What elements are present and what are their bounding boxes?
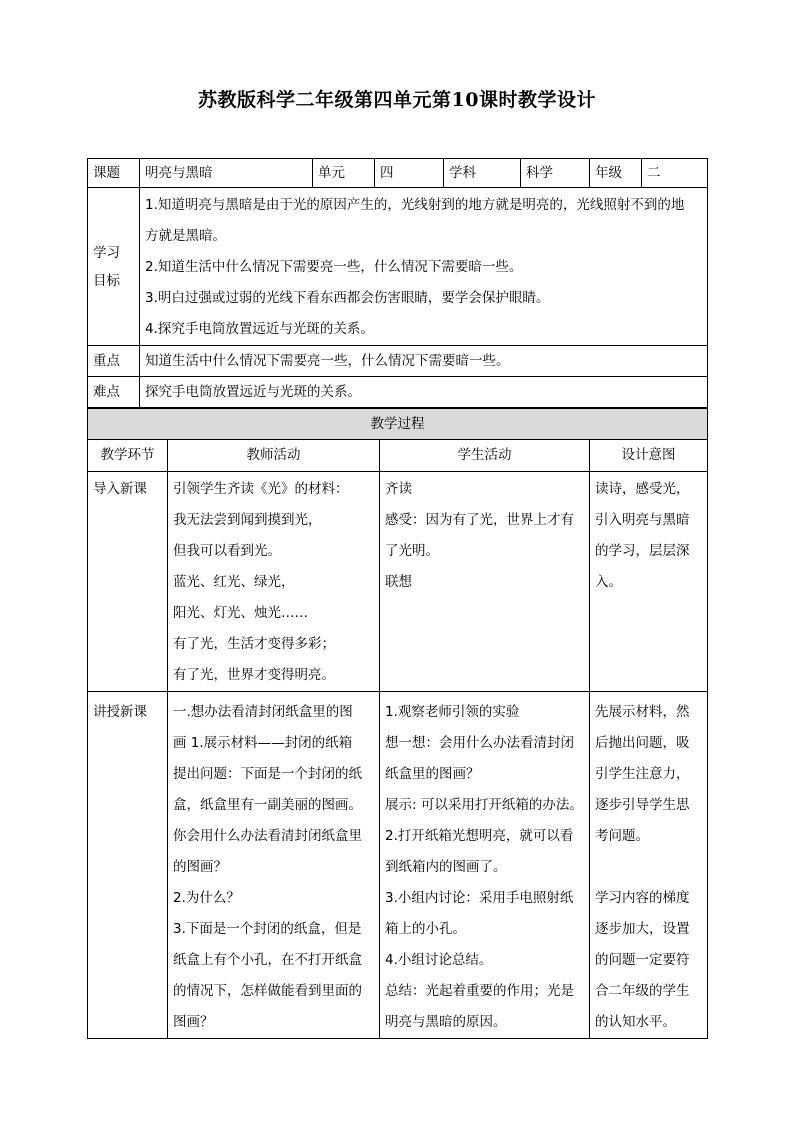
text-line: 明亮与黑暗的原因。 bbox=[385, 1014, 507, 1030]
subject-value: 科学 bbox=[521, 159, 590, 188]
text-line: 想一想：会用什么办法看清封闭 bbox=[385, 735, 574, 751]
difficulty-label: 难点 bbox=[88, 377, 140, 408]
goal-line: 3.明白过强或过弱的光线下看东西都会伤害眼睛，要学会保护眼睛。 bbox=[145, 290, 550, 306]
text-line: 2.打开纸箱光想明亮，就可以看 bbox=[385, 828, 574, 844]
text-line: 逐步加大，设置 bbox=[595, 921, 690, 937]
process-columns-row bbox=[88, 440, 708, 472]
goal-line: 2.知道生活中什么情况下需要亮一些，什么情况下需要暗一些。 bbox=[145, 259, 523, 275]
key-label: 重点 bbox=[88, 346, 140, 377]
column-header-stage: 教学环节 bbox=[88, 440, 168, 472]
text-line: 1.观察老师引领的实验 bbox=[385, 704, 520, 720]
teacher-activity-cell bbox=[168, 472, 380, 692]
process-header: 教学过程 bbox=[88, 409, 708, 440]
text-line: 先展示材料，然 bbox=[595, 704, 690, 720]
text-line: 引入明亮与黑暗 bbox=[595, 512, 690, 528]
teaching-process-table bbox=[87, 408, 708, 1039]
text-line: 合二年级的学生 bbox=[595, 983, 690, 999]
info-row-key bbox=[88, 346, 708, 377]
design-intent-cell bbox=[590, 472, 708, 692]
goals-content bbox=[140, 188, 708, 346]
text-line: 感受：因为有了光，世界上才有 bbox=[385, 512, 574, 528]
text-line: 总结：光起着重要的作用；光是 bbox=[385, 983, 574, 999]
process-row-new-lesson bbox=[88, 692, 708, 1039]
teacher-activity-cell bbox=[168, 692, 380, 1039]
text-line: 的学习，层层深 bbox=[595, 543, 690, 559]
student-activity-cell bbox=[380, 692, 590, 1039]
topic-label: 课题 bbox=[88, 159, 140, 188]
lesson-info-table bbox=[87, 158, 708, 408]
text-line: 后抛出问题，吸 bbox=[595, 735, 690, 751]
stage-cell: 导入新课 bbox=[88, 472, 168, 692]
text-line: 你会用什么办法看清封闭纸盒里 bbox=[173, 828, 362, 844]
text-line: 考问题。 bbox=[595, 828, 649, 844]
text-line: 但我可以看到光。 bbox=[173, 543, 281, 559]
goal-line: 方就是黑暗。 bbox=[145, 228, 226, 244]
text-line: 的认知水平。 bbox=[595, 1014, 676, 1030]
grade-label: 年级 bbox=[590, 159, 642, 188]
text-line: 展示: 可以采用打开纸箱的办法。 bbox=[385, 797, 583, 813]
process-header-row bbox=[88, 409, 708, 440]
design-intent-cell bbox=[590, 692, 708, 1039]
unit-value: 四 bbox=[375, 159, 444, 188]
text-line: 的图画？ bbox=[173, 859, 227, 875]
info-row-difficulty bbox=[88, 377, 708, 408]
text-line: 盒，纸盒里有一副美丽的图画。 bbox=[173, 797, 362, 813]
text-line: 有了光，生活才变得多彩； bbox=[173, 636, 335, 652]
text-line: 的问题一定要符 bbox=[595, 952, 690, 968]
text-line: 一.想办法看清封闭纸盒里的图 bbox=[173, 704, 353, 720]
column-header-teacher: 教师活动 bbox=[168, 440, 380, 472]
goals-label bbox=[88, 188, 140, 346]
text-line: 的情况下，怎样做能看到里面的 bbox=[173, 983, 362, 999]
text-line: 蓝光、红光、绿光， bbox=[173, 574, 295, 590]
goals-label-line-2: 目标 bbox=[93, 272, 120, 289]
column-header-intent: 设计意图 bbox=[590, 440, 708, 472]
text-line: 引领学生齐读《光》的材料： bbox=[173, 481, 349, 497]
text-line: 到纸箱内的图画了。 bbox=[385, 859, 507, 875]
goal-line: 4.探究手电筒放置远近与光斑的关系。 bbox=[145, 321, 374, 337]
text-line: 3.下面是一个封闭的纸盒，但是 bbox=[173, 921, 362, 937]
student-activity-cell bbox=[380, 472, 590, 692]
blank-line bbox=[595, 852, 702, 883]
document-title: 苏教版科学二年级第四单元第10课时教学设计 bbox=[198, 89, 596, 111]
text-line: 阳光、灯光、烛光…… bbox=[173, 605, 308, 621]
difficulty-value: 探究手电筒放置远近与光斑的关系。 bbox=[140, 377, 708, 408]
text-line: 我无法尝到闻到摸到光， bbox=[173, 512, 322, 528]
text-line: 齐读 bbox=[385, 481, 412, 497]
info-row-goals bbox=[88, 188, 708, 346]
text-line: 图画？ bbox=[173, 1014, 214, 1030]
grade-value: 二 bbox=[642, 159, 708, 188]
text-line: 有了光，世界才变得明亮。 bbox=[173, 667, 335, 683]
text-line: 入。 bbox=[595, 574, 622, 590]
text-line: 画 1.展示材料——封闭的纸箱 bbox=[173, 735, 353, 751]
text-line: 学习内容的梯度 bbox=[595, 890, 690, 906]
text-line: 逐步引导学生思 bbox=[595, 797, 690, 813]
text-line: 引学生注意力， bbox=[595, 766, 690, 782]
process-row-intro bbox=[88, 472, 708, 692]
key-value: 知道生活中什么情况下需要亮一些，什么情况下需要暗一些。 bbox=[140, 346, 708, 377]
goals-label-line-1: 学习 bbox=[93, 244, 120, 261]
column-header-student: 学生活动 bbox=[380, 440, 590, 472]
text-line: 2.为什么？ bbox=[173, 890, 240, 906]
stage-cell: 讲授新课 bbox=[88, 692, 168, 1039]
text-line: 纸盒里的图画？ bbox=[385, 766, 480, 782]
text-line: 联想 bbox=[385, 574, 412, 590]
subject-label: 学科 bbox=[444, 159, 521, 188]
unit-label: 单元 bbox=[313, 159, 375, 188]
text-line: 3.小组内讨论：采用手电照射纸 bbox=[385, 890, 574, 906]
text-line: 纸盒上有个小孔，在不打开纸盒 bbox=[173, 952, 362, 968]
text-line: 读诗，感受光， bbox=[595, 481, 690, 497]
text-line: 4.小组讨论总结。 bbox=[385, 952, 493, 968]
goal-line: 1.知道明亮与黑暗是由于光的原因产生的，光线射到的地方就是明亮的，光线照射不到的地 bbox=[145, 197, 685, 213]
text-line: 了光明。 bbox=[385, 543, 439, 559]
topic-value: 明亮与黑暗 bbox=[140, 159, 313, 188]
text-line: 箱上的小孔。 bbox=[385, 921, 466, 937]
text-line: 提出问题：下面是一个封闭的纸 bbox=[173, 766, 362, 782]
info-row-topic bbox=[88, 159, 708, 188]
